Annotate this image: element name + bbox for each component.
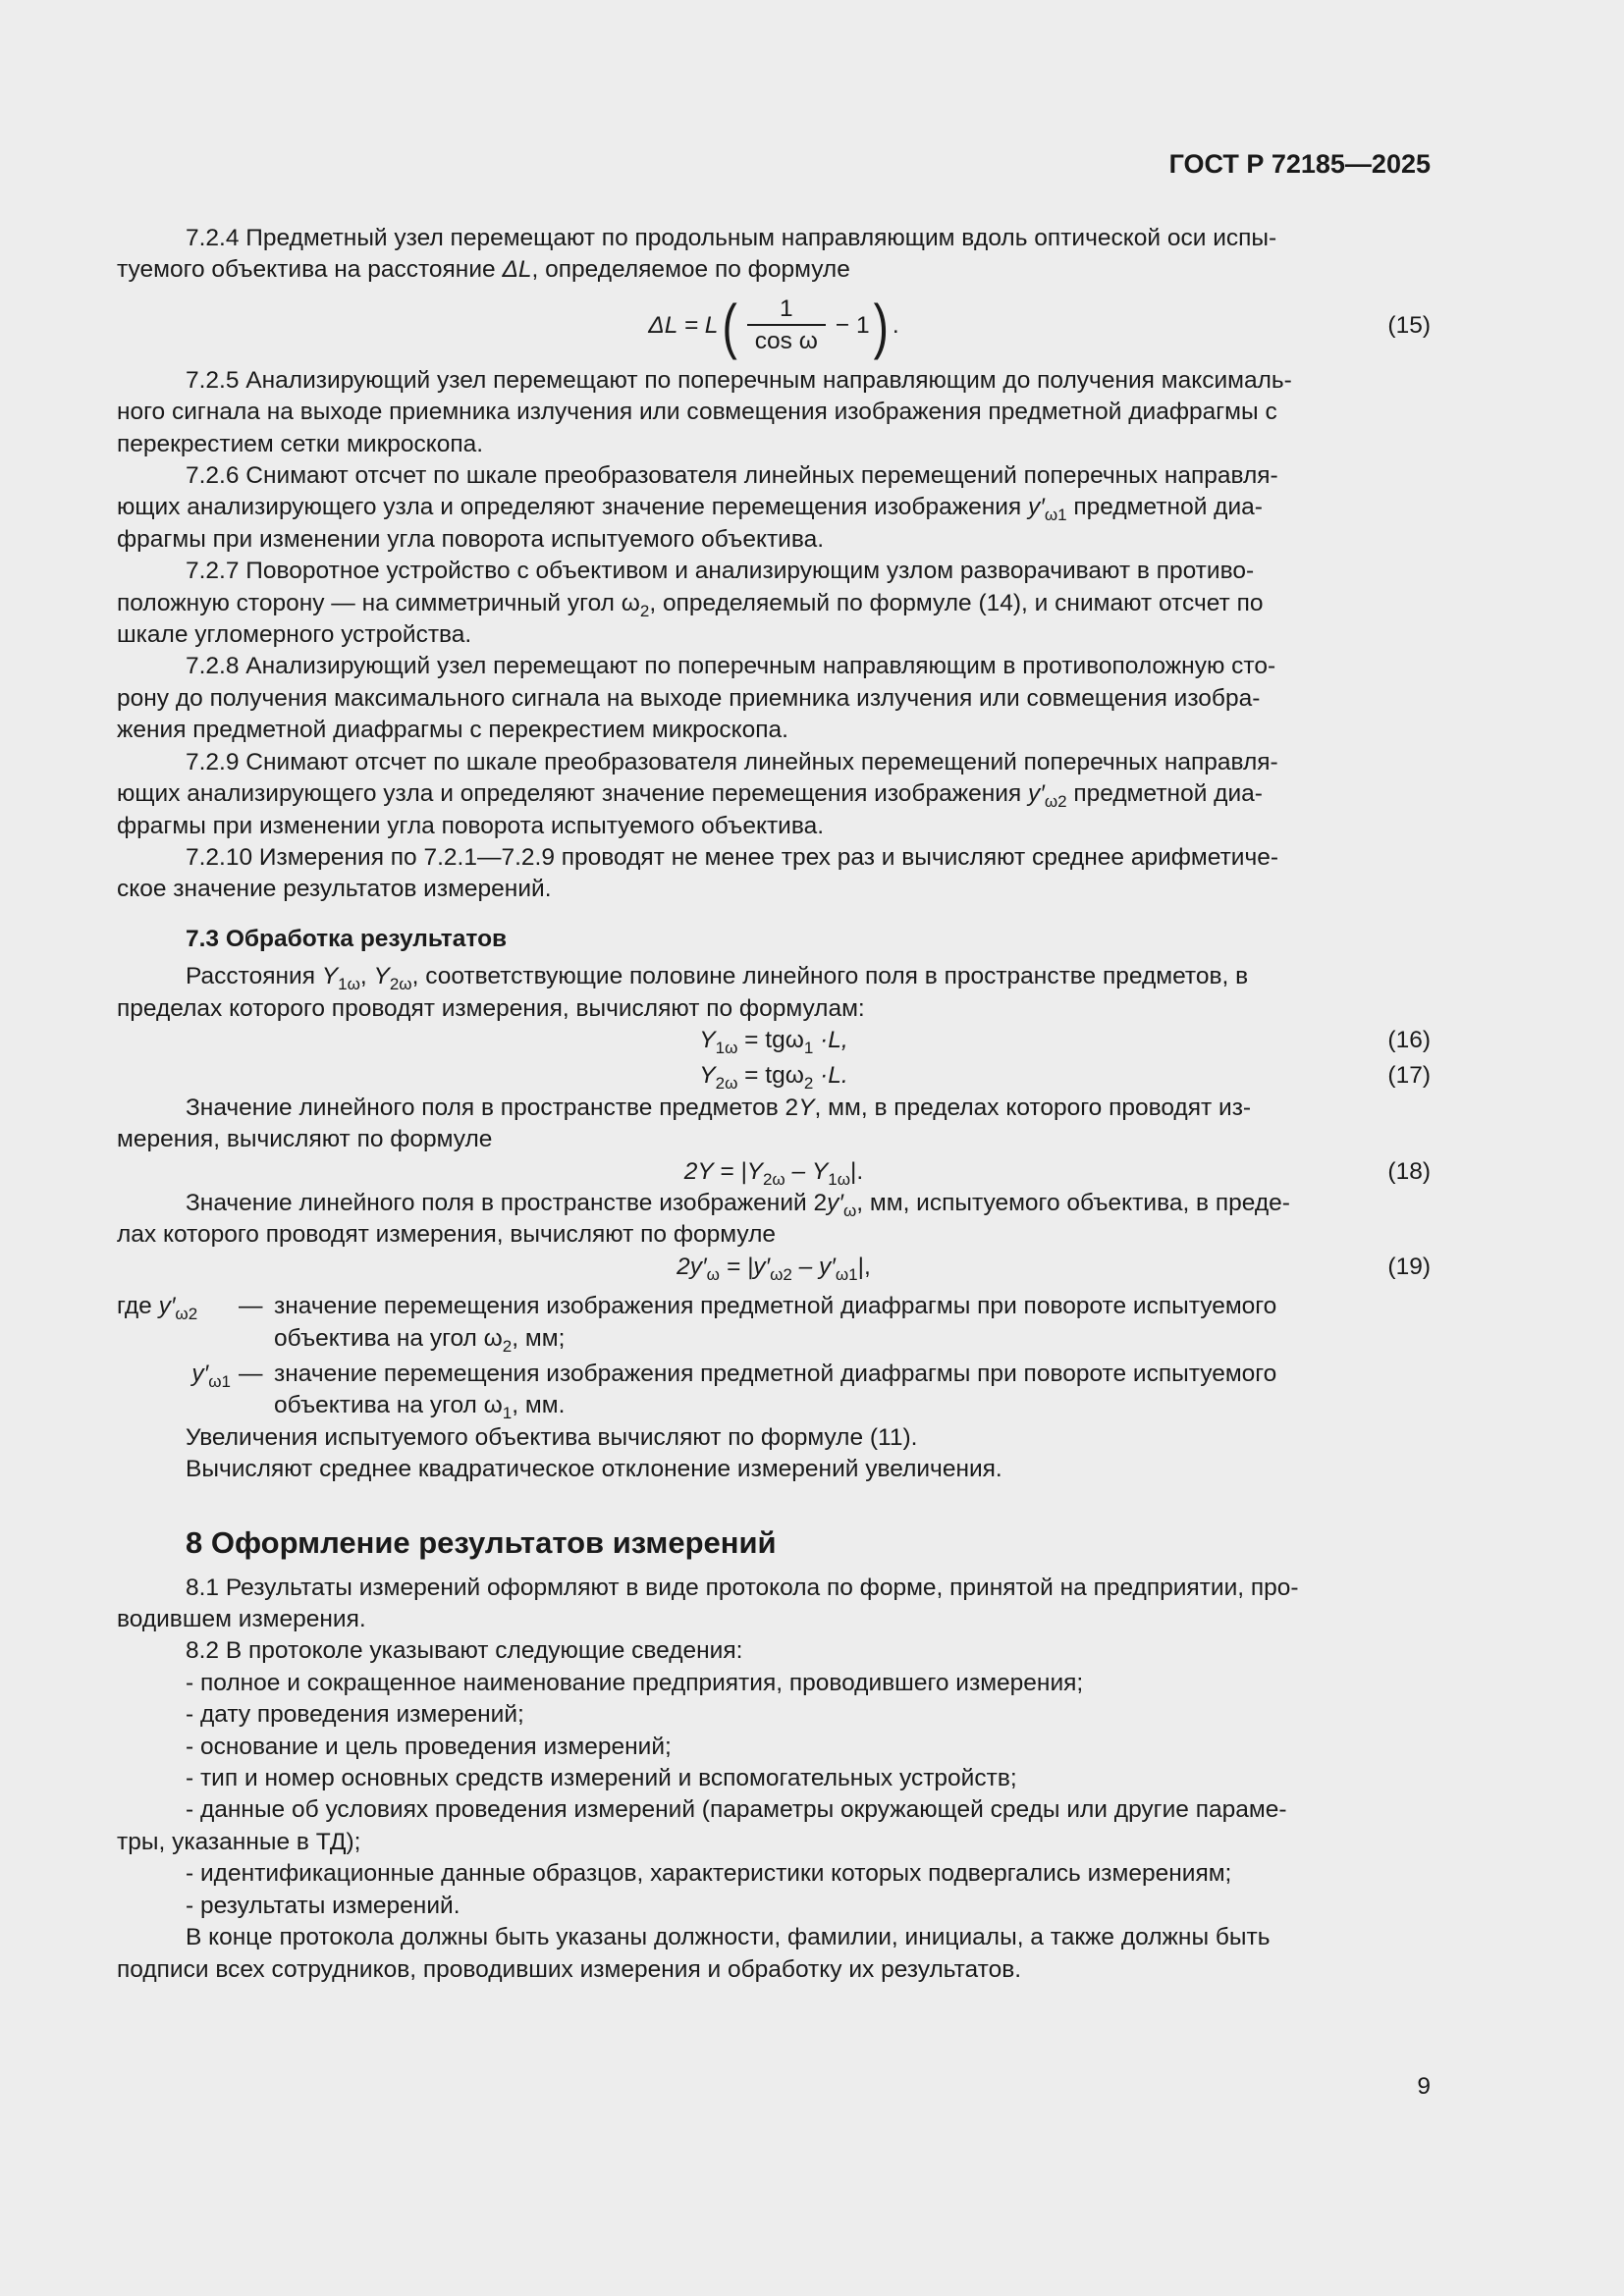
paragraph-line: 7.2.9 Снимают отсчет по шкале преобразователя линейных перемещений поперечных направля- [186, 748, 1278, 775]
fraction [747, 294, 826, 357]
formula-15 [117, 287, 1431, 365]
variable-subscript: ω [842, 1201, 857, 1220]
fraction-numerator: 1 [779, 294, 793, 322]
definition-dash: — [239, 1361, 263, 1387]
variable-subscript: ω2 [1044, 792, 1067, 812]
paragraph-line: ющих анализирующего узла и определяют значение перемещения изображения [117, 780, 1028, 808]
paragraph-line: тры, указанные в ТД); [117, 1828, 361, 1855]
paragraph-8-1 [117, 1573, 1431, 1636]
paragraph-line: водившем измерения. [117, 1606, 366, 1633]
section-heading-8: 8 Оформление результатов измерений [186, 1524, 777, 1560]
paragraph-line: 7.2.4 Предметный узел перемещают по продольным направляющим вдоль оптической оси испы- [186, 225, 1277, 251]
definition-text [274, 1291, 1431, 1355]
right-paren: ) [873, 291, 889, 360]
variable-subscript: ω2 [175, 1305, 198, 1324]
variable-y-prime: y′ [158, 1293, 176, 1320]
paragraph-7-2-5 [117, 365, 1431, 460]
formula-number: (16) [1387, 1026, 1431, 1053]
paragraph-line: - данные об условиях проведения измерений (параметры окружающей среды или другие параме- [186, 1796, 1287, 1824]
paragraph-linear-field-images [117, 1188, 1431, 1252]
paragraph-std-deviation: Вычисляют среднее квадратическое отклонение измерений увеличения. [186, 1456, 1002, 1483]
paragraph-line: рону до получения максимального сигнала на выходе приемника излучения или совмещения изобра- [117, 684, 1261, 712]
formula-number: (18) [1387, 1157, 1431, 1185]
text: значение перемещения изображения предметной диафрагмы при повороте испытуемого [274, 1293, 1277, 1320]
formula-subscript: 2 [803, 1074, 814, 1094]
paragraph-line: предметной диа- [1066, 494, 1263, 521]
formula-lhs: ΔL = L [648, 311, 719, 339]
paragraph-line: перекрестием сетки микроскопа. [117, 430, 484, 457]
definition-list [117, 1291, 1431, 1422]
paragraph-line: шкале угломерного устройства. [117, 621, 472, 649]
variable-delta-l: ΔL [502, 256, 532, 284]
omega-subscript: 2 [502, 1336, 513, 1356]
text: Значение линейного поля в пространстве изображений 2 [186, 1189, 828, 1216]
list-item: - тип и номер основных средств измерений и вспомогательных устройств; [186, 1765, 1017, 1792]
paragraph-line: В конце протокола должны быть указаны должности, фамилии, инициалы, а также должны быть [186, 1924, 1271, 1951]
text: , мм; [512, 1324, 566, 1352]
paragraph-7-2-10 [117, 842, 1431, 906]
left-paren: ( [722, 291, 737, 360]
where-label: где [117, 1293, 152, 1320]
definition-term [117, 1355, 239, 1422]
formula-mid: = tgω [737, 1026, 804, 1053]
formula-lhs: Y [699, 1062, 716, 1090]
paragraph-line: пределах которого проводят измерения, вычисляют по формулам: [117, 994, 865, 1022]
list-item: - идентификационные данные образцов, характеристики которых подвергались измерениям; [186, 1860, 1232, 1888]
document-header: ГОСТ Р 72185—2025 [1168, 149, 1431, 179]
formula-part: |, [857, 1253, 871, 1280]
paragraph-8-2: 8.2 В протоколе указывают следующие сведения: [186, 1637, 743, 1665]
variable-subscript: ω1 [208, 1372, 231, 1391]
formula-subscript: 1 [803, 1038, 814, 1057]
formula-part: 2y′ [677, 1253, 707, 1280]
text: , мм, испытуемого объектива, в преде- [856, 1189, 1290, 1216]
text: , мм, в пределах которого проводят из- [814, 1094, 1252, 1121]
formula-18 [117, 1156, 1431, 1188]
text: Расстояния [186, 963, 322, 990]
paragraph-line: положную сторону — на симметричный угол ω [117, 589, 640, 616]
paragraph-line: 7.2.8 Анализирующий узел перемещают по поперечным направляющим в противоположную сто- [186, 653, 1276, 680]
formula-part: |. [850, 1157, 864, 1185]
formula-rhs: ·L, [813, 1026, 848, 1053]
text: объектива на угол ω [274, 1392, 503, 1419]
paragraph-linear-field-objects [117, 1093, 1431, 1156]
formula-16 [117, 1025, 1431, 1056]
formula-part: 2Y = |Y [683, 1157, 763, 1185]
variable-y: Y [798, 1094, 815, 1121]
paragraph-7-2-6 [117, 460, 1431, 556]
list-item [117, 1794, 1431, 1858]
formula-subscript: 2ω [715, 1074, 738, 1094]
definition-text [274, 1355, 1431, 1422]
variable-y-prime: y′ [1028, 494, 1045, 521]
text: значение перемещения изображения предметной диафрагмы при повороте испытуемого [274, 1361, 1277, 1387]
definition-term [117, 1291, 239, 1355]
definition-dash: — [239, 1293, 263, 1320]
formula-19 [117, 1252, 1431, 1283]
paragraph-line: 7.2.5 Анализирующий узел перемещают по поперечным направляющим до получения максималь- [186, 366, 1292, 394]
text: Значение линейного поля в пространстве предметов 2 [186, 1094, 799, 1121]
formula-subscript: 1ω [828, 1169, 851, 1189]
formula-number: (15) [1387, 311, 1431, 339]
fraction-denominator: cos ω [747, 324, 826, 357]
formula-end: . [892, 311, 899, 339]
text: , мм. [512, 1392, 566, 1419]
formula-subscript: 2ω [762, 1169, 785, 1189]
paragraph-line: , определяемый по формуле (14), и снимают отсчет по [649, 589, 1264, 616]
list-item: - дату проведения измерений; [186, 1701, 524, 1729]
omega-subscript: 1 [502, 1404, 513, 1423]
formula-subscript: ω2 [770, 1264, 792, 1284]
formula-subscript: 1ω [715, 1038, 738, 1057]
paragraph-line: ного сигнала на выходе приемника излучения или совмещения изображения предметной диафрагмы с [117, 399, 1277, 426]
paragraph-line: , определяемое по формуле [531, 256, 850, 284]
variable-y: Y [321, 963, 339, 990]
paragraph-7-2-4 [117, 223, 1431, 287]
text: , [359, 963, 374, 990]
section-heading-7-3: 7.3 Обработка результатов [186, 925, 508, 952]
paragraph-signatures [117, 1922, 1431, 1986]
paragraph-line: предметной диа- [1066, 780, 1263, 808]
text: , соответствующие половине линейного поля в пространстве предметов, в [411, 963, 1249, 990]
omega-subscript: 2 [639, 601, 650, 620]
formula-number: (17) [1387, 1062, 1431, 1090]
variable-y: Y [373, 963, 390, 990]
paragraph-line: мерения, вычисляют по формуле [117, 1126, 493, 1153]
paragraph-magnification: Увеличения испытуемого объектива вычисляют по формуле (11). [186, 1423, 918, 1451]
page-number: 9 [1417, 2073, 1431, 2100]
paragraph-7-2-7 [117, 556, 1431, 651]
paragraph-line: 7.2.6 Снимают отсчет по шкале преобразователя линейных перемещений поперечных направля- [186, 462, 1278, 490]
variable-subscript: 2ω [389, 975, 412, 994]
list-item: - результаты измерений. [186, 1892, 460, 1919]
variable-subscript: 1ω [338, 975, 360, 994]
variable-y-prime: y′ [1028, 780, 1045, 808]
paragraph-line: ское значение результатов измерений. [117, 876, 552, 903]
formula-part: – Y [785, 1157, 829, 1185]
formula-rhs: ·L. [813, 1062, 848, 1090]
paragraph-line: 8.1 Результаты измерений оформляют в виде протокола по форме, принятой на предприятии, про- [186, 1574, 1299, 1601]
paragraph-line: фрагмы при изменении угла поворота испытуемого объектива. [117, 812, 825, 839]
paragraph-line: туемого объектива на расстояние [117, 256, 503, 284]
text: объектива на угол ω [274, 1324, 503, 1352]
formula-number: (19) [1387, 1253, 1431, 1280]
paragraph-line: подписи всех сотрудников, проводивших измерения и обработку их результатов. [117, 1955, 1022, 1983]
variable-y-prime: y′ [827, 1189, 843, 1216]
variable-y-prime: y′ [191, 1361, 209, 1387]
paragraph-line: 7.2.10 Измерения по 7.2.1—7.2.9 проводят не менее трех раз и вычисляют среднее арифметиче- [186, 843, 1279, 871]
paragraph-line: 7.2.7 Поворотное устройство с объективом и анализирующим узлом разворачивают в противо- [186, 558, 1255, 585]
formula-17 [117, 1060, 1431, 1092]
formula-lhs: Y [699, 1026, 716, 1053]
variable-subscript: ω1 [1044, 506, 1067, 525]
formula-subscript: ω [706, 1264, 720, 1284]
formula-rest: − 1 [835, 311, 870, 339]
formula-part: = |y′ [719, 1253, 771, 1280]
paragraph-7-2-9 [117, 747, 1431, 842]
formula-part: – y′ [791, 1253, 836, 1280]
paragraph-line: лах которого проводят измерения, вычисляют по формуле [117, 1221, 776, 1249]
paragraph-7-2-8 [117, 651, 1431, 746]
paragraph-line: фрагмы при изменении угла поворота испытуемого объектива. [117, 525, 825, 553]
list-item: - основание и цель проведения измерений; [186, 1733, 672, 1760]
paragraph-line: ющих анализирующего узла и определяют значение перемещения изображения [117, 494, 1028, 521]
document-body [117, 223, 1431, 1986]
formula-subscript: ω1 [835, 1264, 858, 1284]
paragraph-line: жения предметной диафрагмы с перекрестием микроскопа. [117, 717, 788, 744]
paragraph-distances [117, 961, 1431, 1025]
list-item: - полное и сокращенное наименование предприятия, проводившего измерения; [186, 1669, 1084, 1696]
formula-mid: = tgω [737, 1062, 804, 1090]
